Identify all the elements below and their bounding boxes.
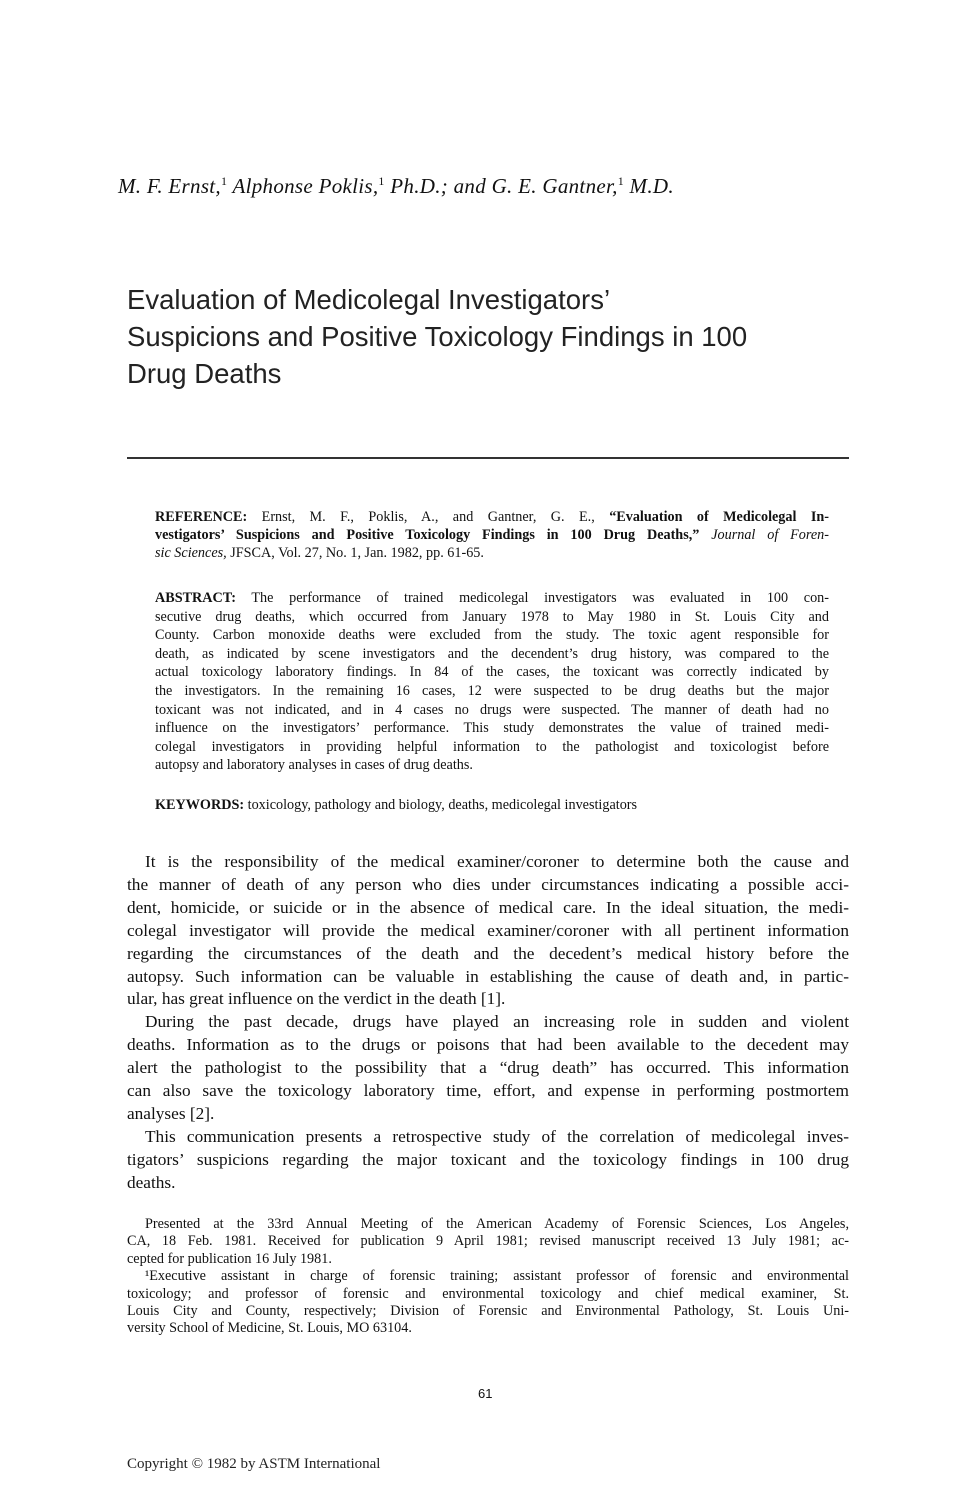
text-line: This communication presents a retrospective study of the correlation of medicolegal inves- [145,1126,849,1146]
abstract-label: ABSTRACT: [155,590,236,606]
abstract-block [155,589,829,775]
text-line: deaths. [127,1172,176,1192]
text-line: toxicology; and professor of forensic and environmental toxicology and chief medical examiner, St. [127,1285,849,1302]
paragraph [127,1126,849,1195]
reference-text: Ernst, M. F., Poklis, A., and Gantner, G. E., [247,509,610,525]
text-line: During the past decade, drugs have played an increasing role in sudden and violent [145,1012,849,1032]
footnote [127,1216,849,1268]
reference-label: REFERENCE: [155,509,248,525]
title-line: Drug Deaths [127,358,282,389]
text-line: autopsy. Such information can be valuable in establishing the cause of death and, in partic- [127,966,849,986]
text-line: ¹Executive assistant in charge of forensic training; assistant professor of forensic and environmental [145,1268,849,1285]
keywords-block [155,797,829,814]
text-line: It is the responsibility of the medical examiner/coroner to determine both the cause and [145,852,849,871]
text-line: Presented at the 33rd Annual Meeting of the American Academy of Forensic Sciences, Los Angeles, [145,1216,849,1232]
reference-block [155,508,829,562]
text-line: cepted for publication 16 July 1981. [127,1250,332,1267]
abstract-text: The performance of trained medicolegal investigators was evaluated in 100 con- [235,590,829,606]
title-line: Suspicions and Positive Toxicology Findings in 100 [127,321,748,352]
text-line: colegal investigator will provide the medical examiner/coroner with all pertinent information [127,920,849,940]
text-line: CA, 18 Feb. 1981. Received for publication 9 April 1981; revised manuscript received 13 July 1981; ac- [127,1233,849,1250]
affiliation-mark: 1 [220,174,228,188]
text-line: analyses [2]. [127,1103,215,1123]
text-line: influence on the investigators’ performance. This study demonstrates the value of trained medi- [155,720,829,737]
reference-text: JFSCA, Vol. 27, No. 1, Jan. 1982, pp. 61-65. [226,545,484,561]
title-divider [127,457,849,459]
reference-journal: Journal of Foren- [699,527,829,543]
text-line: can also save the toxicology laboratory time, effort, and expense in performing postmortem [127,1081,849,1101]
reference-title: vestigators’ Suspicions and Positive Toxicology Findings in 100 Drug Deaths,” [155,527,700,543]
text-line: toxicant was not indicated, and in 4 cases no drugs were suspected. The manner of death had no [155,701,829,718]
text-line: the manner of death of any person who dies under circumstances indicating a possible acci- [127,874,849,894]
reference-journal: sic Sciences, [155,545,227,561]
text-line: versity School of Medicine, St. Louis, MO 63104. [127,1320,412,1337]
text-line: autopsy and laboratory analyses in cases of drug deaths. [155,757,473,774]
author-degree: M.D. [624,174,674,198]
keywords-label: KEYWORDS: [155,797,245,813]
text-line: actual toxicology laboratory findings. In 84 of the cases, the toxicant was correctly indicated by [155,664,829,681]
text-line: County. Carbon monoxide deaths were excluded from the study. The toxic agent responsible for [155,627,829,644]
paragraph [127,1011,849,1126]
text-line: death, as indicated by scene investigators and the decendent’s drug history, was compared to the [155,645,829,662]
page-number: 61 [478,1386,493,1401]
copyright: Copyright © 1982 by ASTM International [127,1456,381,1472]
text-line: secutive drug deaths, which occurred from January 1978 to May 1980 in St. Louis City and [155,608,829,625]
footnotes [127,1216,849,1338]
title-line: Evaluation of Medicolegal Investigators’ [127,284,611,315]
text-line: the investigators. In the remaining 16 cases, 12 were suspected to be drug deaths but the major [155,682,829,699]
reference-title: “Evaluation of Medicolegal In- [609,509,829,525]
author-1: M. F. Ernst, [118,174,221,198]
footnote [127,1268,849,1338]
text-line: deaths. Information as to the drugs or poisons that had been available to the decedent may [127,1035,849,1055]
author-3: Ph.D.; and G. E. Gantner, [384,174,618,198]
text-line: alert the pathologist to the possibility that a “drug death” has occurred. This information [127,1058,849,1078]
text-line: Louis City and County, respectively; Division of Forensic and Environmental Pathology, St. Louis Uni- [127,1303,849,1320]
author-2: Alphonse Poklis, [227,174,379,198]
text-line: regarding the circumstances of the death and the decedent’s medical history before the [127,943,849,963]
text-line: colegal investigators in providing helpful information to the pathologist and toxicologist before [155,738,829,755]
body-text [127,851,849,1195]
paragraph [127,851,849,1011]
text-line: ular, has great influence on the verdict in the death [1]. [127,989,506,1009]
paper-title [127,281,747,392]
affiliation-mark: 1 [378,174,385,188]
affiliation-mark: 1 [617,174,624,188]
text-line: tigators’ suspicions regarding the major toxicant and the toxicology findings in 100 drug [127,1149,849,1169]
keywords-text: toxicology, pathology and biology, deaths, medicolegal investigators [244,797,638,813]
author-line [118,174,674,199]
text-line: dent, homicide, or suicide or in the absence of medical care. In the ideal situation, the medi- [127,897,849,917]
